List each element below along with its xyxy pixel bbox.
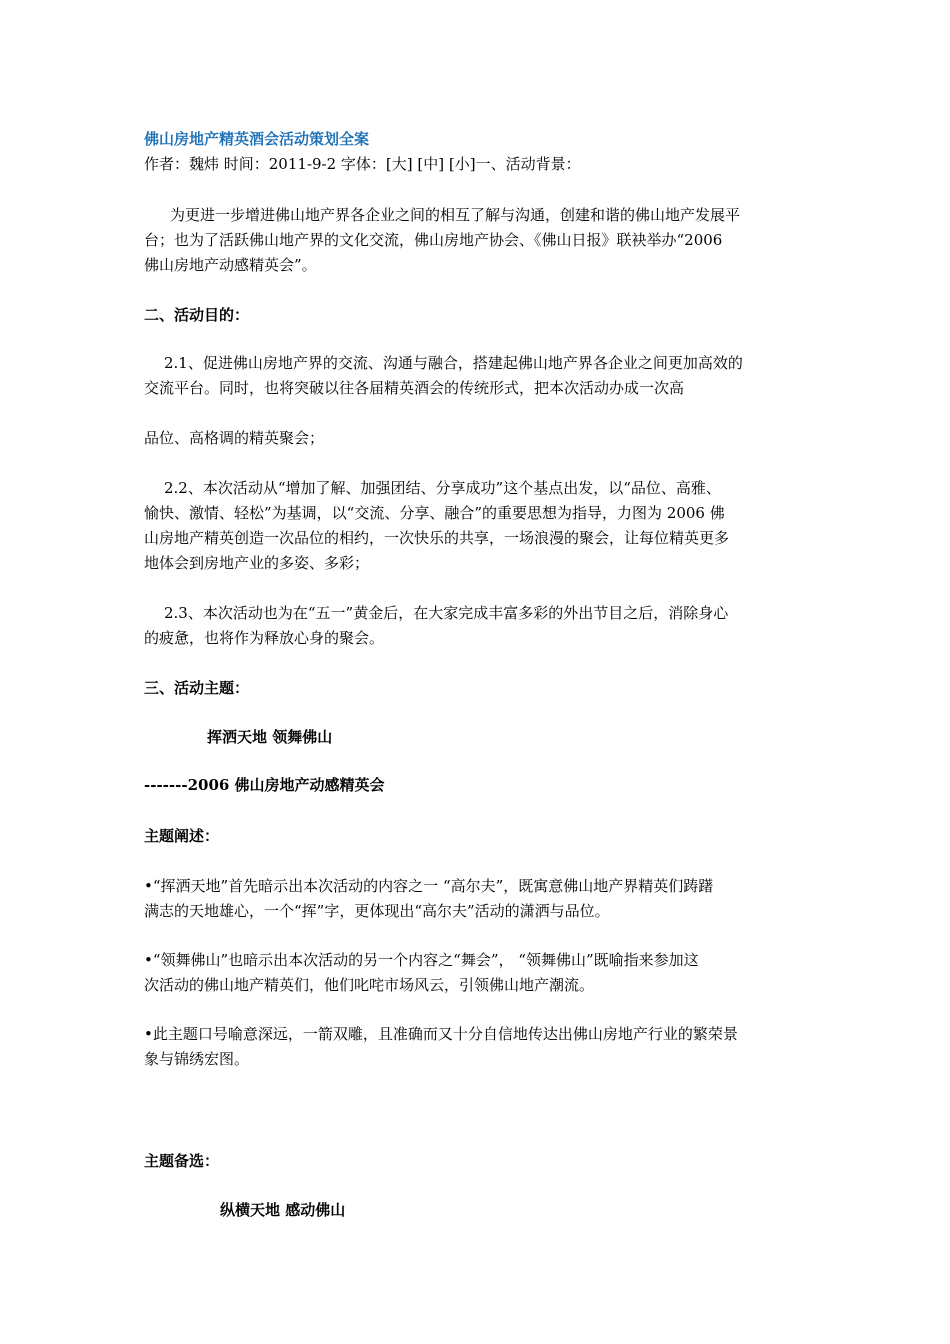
purpose-2-2-line-4: 地体会到房地产业的多姿、多彩； (144, 554, 370, 572)
purpose-2-1-line-2: 交流平台。同时，也将突破以往各届精英酒会的传统形式，把本次活动办成一次高 (144, 379, 685, 397)
theme-slogan: 挥洒天地 领舞佛山 (207, 728, 333, 746)
theme-bullet-3-line-1: •此主题口号喻意深远，一箭双雕，且准确而又十分自信地传达出佛山房地产行业的繁荣景 (144, 1025, 738, 1043)
theme-alternatives-heading: 主题备选： (144, 1152, 220, 1170)
purpose-2-3-line-2: 的疲惫，也将作为释放心身的聚会。 (144, 629, 385, 647)
theme-subtitle: -------2006 佛山房地产动感精英会 (144, 776, 385, 794)
author-meta-line: 作者：魏炜 时间：2011-9-2 字体：[大] [中] [小]一、活动背景： (144, 155, 581, 173)
theme-bullet-1-line-1: •“挥洒天地”首先暗示出本次活动的内容之一 “高尔夫”，既寓意佛山地产界精英们踌躇 (144, 877, 714, 895)
purpose-2-1-line-3: 品位、高格调的精英聚会； (144, 429, 325, 447)
theme-bullet-3-line-2: 象与锦绣宏图。 (144, 1050, 250, 1068)
section-heading-purpose: 二、活动目的： (144, 306, 250, 324)
theme-description-heading: 主题阐述： (144, 827, 220, 845)
background-line-1: 为更进一步增进佛山地产界各企业之间的相互了解与沟通，创建和谐的佛山地产发展平 (170, 206, 741, 224)
alternative-theme-slogan: 纵横天地 感动佛山 (220, 1201, 346, 1219)
document-title: 佛山房地产精英酒会活动策划全案 (144, 130, 370, 148)
purpose-2-2-line-3: 山房地产精英创造一次品位的相约，一次快乐的共享，一场浪漫的聚会，让每位精英更多 (144, 529, 730, 547)
purpose-2-2-line-1: 2.2、本次活动从“增加了解、加强团结、分享成功”这个基点出发，以“品位、高雅、 (164, 479, 721, 497)
background-line-3: 佛山房地产动感精英会”。 (144, 256, 317, 274)
background-line-2: 台；也为了活跃佛山地产界的文化交流，佛山房地产协会、《佛山日报》联袂举办“2006 (144, 231, 723, 249)
section-heading-theme: 三、活动主题： (144, 679, 250, 697)
purpose-2-3-line-1: 2.3、本次活动也为在“五一”黄金后，在大家完成丰富多彩的外出节目之后，消除身心 (164, 604, 729, 622)
theme-bullet-2-line-1: •“领舞佛山”也暗示出本次活动的另一个内容之“舞会”， “领舞佛山”既喻指来参加这 (144, 951, 699, 969)
theme-bullet-1-line-2: 满志的天地雄心，一个“挥”字，更体现出“高尔夫”活动的潇洒与品位。 (144, 902, 610, 920)
purpose-2-2-line-2: 愉快、激情、轻松”为基调，以“交流、分享、融合”的重要思想为指导，力图为 2006 佛 (144, 504, 725, 522)
theme-bullet-2-line-2: 次活动的佛山地产精英们，他们叱咤市场风云，引领佛山地产潮流。 (144, 976, 595, 994)
purpose-2-1-line-1: 2.1、促进佛山房地产界的交流、沟通与融合，搭建起佛山地产界各企业之间更加高效的 (164, 354, 743, 372)
